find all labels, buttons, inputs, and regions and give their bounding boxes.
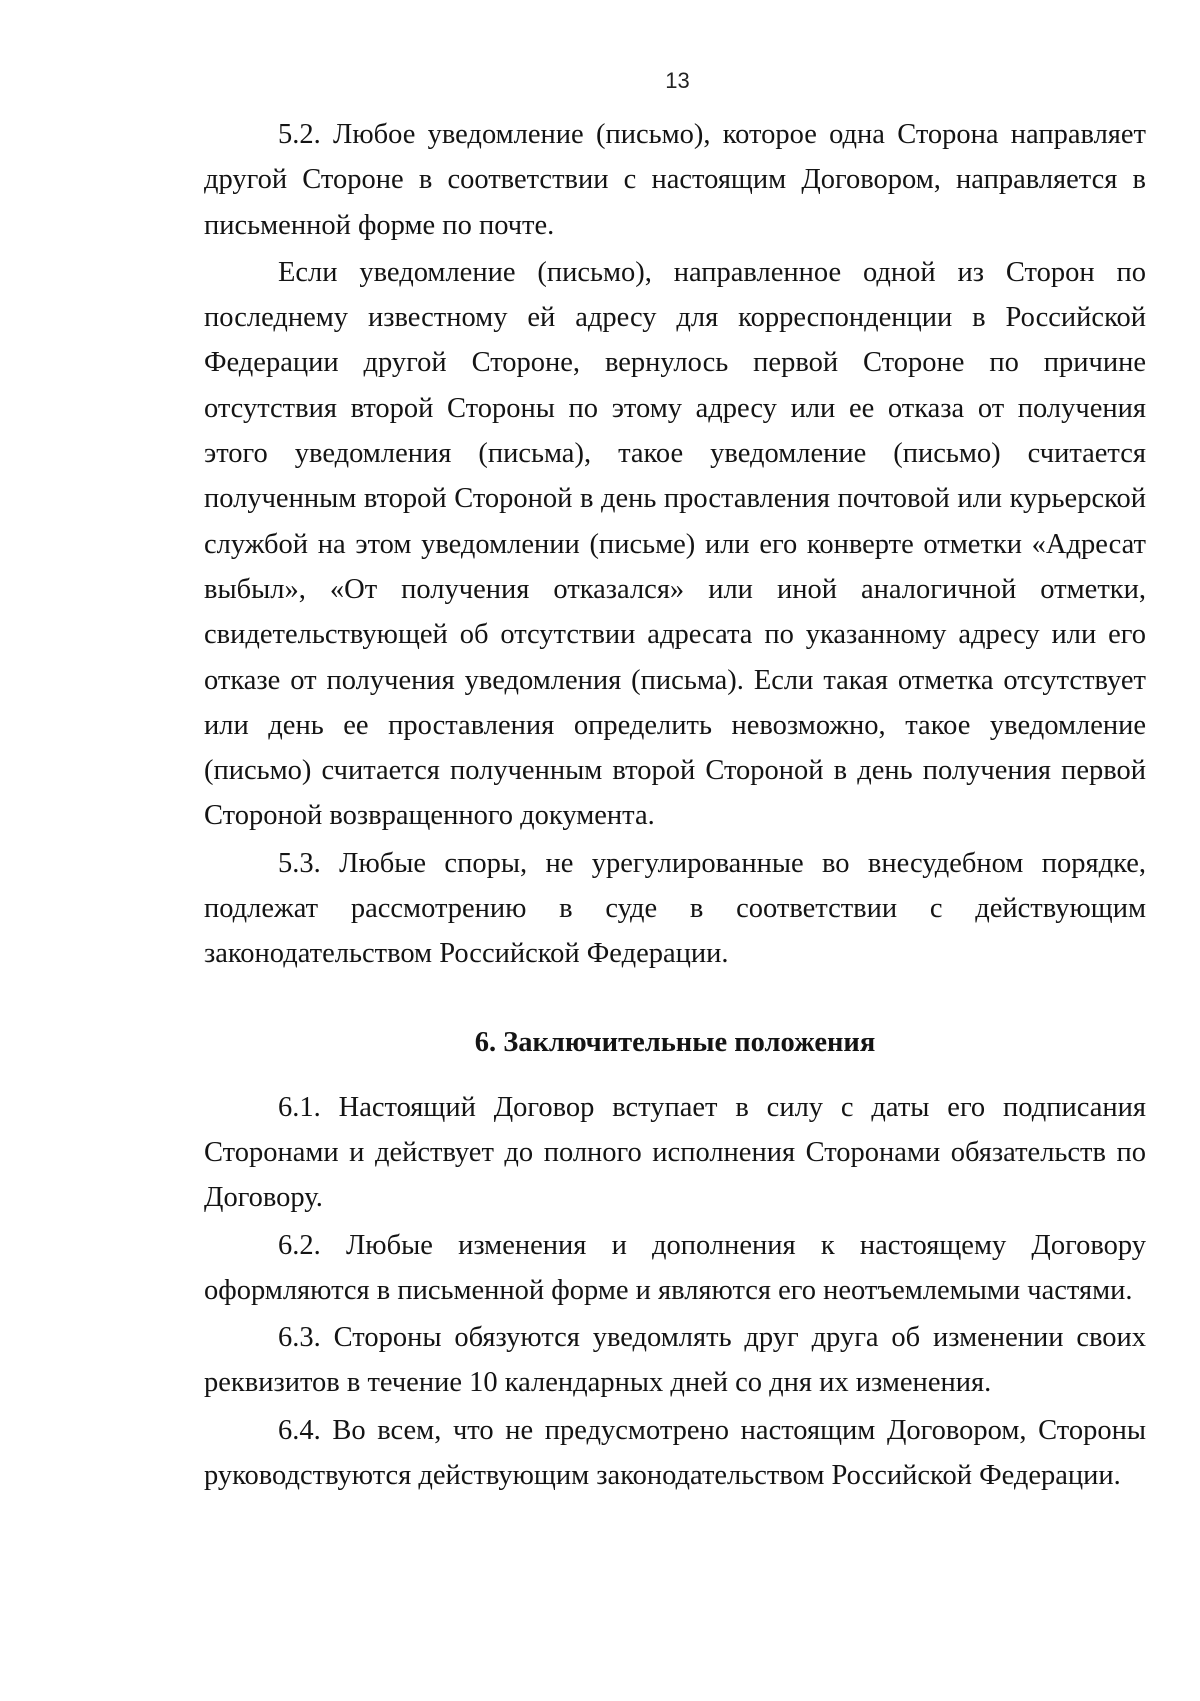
section-6-heading: 6. Заключительные положения [474,1026,876,1058]
paragraph-6-2: 6.2. Любые изменения и дополнения к настоящему Договору оформляются в письменной форме и являются его неотъемлемыми частями. [204,1229,1146,1306]
paragraph-5-2: 5.2. Любое уведомление (письмо), которое одна Сторона направляет другой Стороне в соответствии с настоящим Договором, направляется в письменной форме по почте. [204,119,1146,241]
page-number: 13 [665,68,690,93]
paragraph-5-2-continuation: Если уведомление (письмо), направленное одной из Сторон по последнему известному ей адресу для корреспонденции в Российской Федерации другой Стороне, вернулось первой Стороне по причине отсутствия второй Стороны по этому адресу или ее отказа от получения этого уведомления (письма), такое уведомление (письмо) считается полученным второй Стороной в день проставления почтовой или курьерской службой на этом уведомлении (письме) или его конверте отметки «Адресат выбыл», «От получения отказался» или иной аналогичной отметки, свидетельствующей об отсутствии адресата по указанному адресу или его отказе от получения уведомления (письма). Если такая отметка отсутствует или день ее проставления определить невозможно, такое уведомление (письмо) считается полученным второй Стороной в день получения первой Стороной возвращенного документа. [204,256,1146,832]
paragraph-6-4: 6.4. Во всем, что не предусмотрено настоящим Договором, Стороны руководствуются действующим законодательством Российской Федерации. [204,1414,1146,1492]
paragraph-6-1: 6.1. Настоящий Договор вступает в силу с даты его подписания Сторонами и действует до полного исполнения Сторонами обязательств по Договору. [204,1091,1146,1214]
paragraph-6-3: 6.3. Стороны обязуются уведомлять друг друга об изменении своих реквизитов в течение 10 календарных дней со дня их изменения. [204,1322,1146,1399]
paragraph-5-3: 5.3. Любые споры, не урегулированные во внесудебном порядке, подлежат рассмотрению в суде в соответствии с действующим законодательством Российской Федерации. [204,847,1146,970]
document-body [204,112,1146,1498]
